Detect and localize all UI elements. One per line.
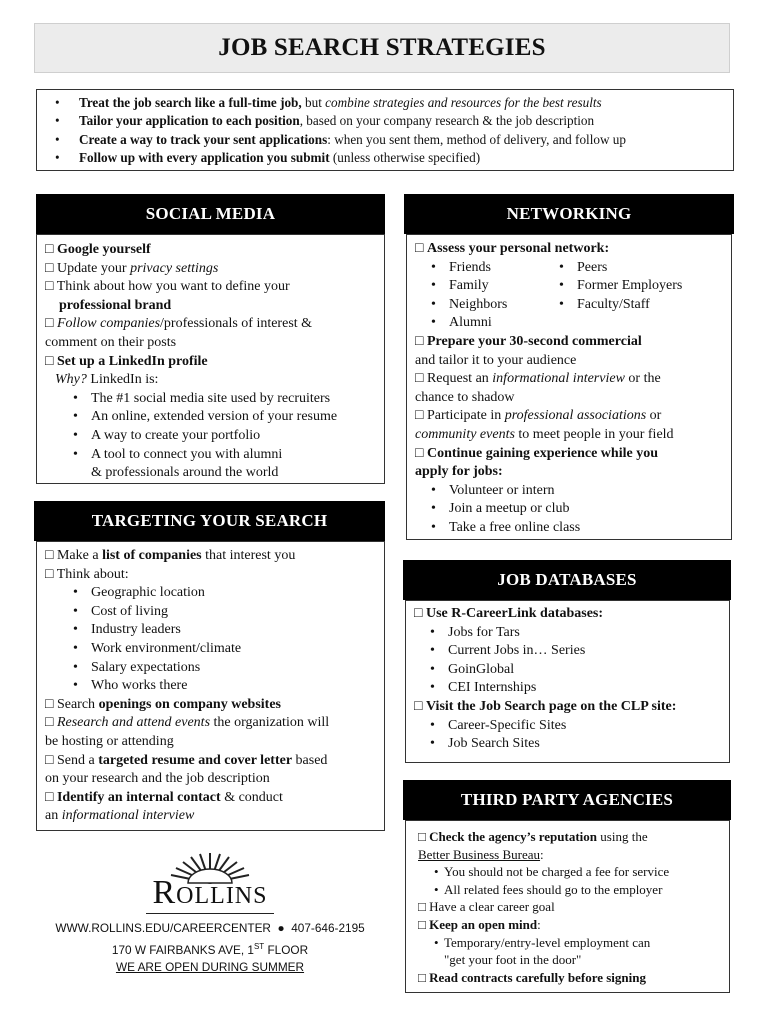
list-item: • Job Search Sites (414, 735, 721, 754)
intro-item: • Tailor your application to each position, based on your company research & the job description (79, 112, 723, 130)
list-item: be hosting or attending (45, 733, 174, 749)
list-item: Better Business Bureau: (418, 846, 544, 862)
list-item: □ Continue gaining experience while you (415, 445, 658, 461)
list-item: □ Prepare your 30-second commercial (415, 333, 642, 349)
logo-rule (146, 913, 274, 914)
list-item: □ Think about: (45, 566, 129, 582)
list-item: □ Check the agency’s reputation using the (418, 829, 648, 844)
intro-item: • Create a way to track your sent applications: when you sent them, method of delivery, and follow up (79, 131, 723, 149)
list-item: • A way to create your portfolio (45, 427, 376, 446)
list-item: • An online, extended version of your resume (45, 408, 376, 427)
third-party-agencies-header: THIRD PARTY AGENCIES (403, 780, 731, 820)
list-item: • Work environment/climate (45, 640, 376, 659)
page-title: JOB SEARCH STRATEGIES (218, 34, 546, 61)
list-item: • Former Employers (543, 277, 682, 296)
footer (40, 850, 380, 976)
list-item: • Salary expectations (45, 659, 376, 678)
list-item: □ Google yourself (45, 242, 151, 257)
intro-item: • Follow up with every application you submit (unless otherwise specified) (79, 149, 723, 167)
list-item: □ Search openings on company websites (45, 696, 281, 712)
list-item: □ Follow companies/professionals of interest & (45, 316, 313, 332)
list-item: □ Identify an internal contact & conduct (45, 789, 283, 805)
list-item: Why? LinkedIn is: (55, 372, 159, 388)
list-item: • Current Jobs in… Series (414, 642, 721, 661)
list-item: chance to shadow (415, 389, 515, 405)
list-item: • Peers (543, 259, 682, 278)
list-item: • Take a free online class (415, 519, 723, 538)
intro-item: • Treat the job search like a full-time job, but combine strategies and resources for the best results (79, 94, 723, 112)
list-item: □ Make a list of companies that interest you (45, 548, 296, 563)
list-item: community events to meet people in your field (415, 426, 674, 442)
list-item: □ Read contracts carefully before signing (418, 969, 646, 985)
list-item: apply for jobs: (415, 464, 503, 480)
title-banner (34, 23, 730, 73)
list-item: □ Request an informational interview or the (415, 371, 661, 387)
intro-list (79, 94, 723, 168)
third-party-agencies-panel (405, 820, 730, 993)
list-item: □ Think about how you want to define your (45, 279, 290, 295)
list-item: • Temporary/entry-level employment can (418, 934, 721, 952)
list-item: & professionals around the world (91, 465, 279, 481)
list-item: □ Set up a LinkedIn profile (45, 353, 208, 369)
list-item: "get your foot in the door" (444, 952, 582, 968)
list-item: • GoinGlobal (414, 661, 721, 680)
social-media-header: SOCIAL MEDIA (36, 194, 385, 234)
network-columns (415, 259, 723, 333)
list-item: □ Research and attend events the organization will (45, 715, 330, 731)
address-line: 170 W FAIRBANKS AVE, 1ST FLOOR (111, 941, 309, 957)
contact-line: WWW.ROLLINS.EDU/CAREERCENTER ● 407-646-2195 (55, 921, 365, 935)
list-item: • Jobs for Tars (414, 624, 721, 643)
list-item: professional brand (59, 297, 172, 313)
list-item: • Friends (415, 259, 543, 278)
list-item: • Geographic location (45, 584, 376, 603)
list-item: • All related fees should go to the employer (418, 881, 721, 899)
list-item: • Volunteer or intern (415, 482, 723, 501)
rollins-logo (40, 850, 380, 916)
list-item: • Faculty/Staff (543, 296, 682, 315)
list-item: • Family (415, 277, 543, 296)
list-item: • Industry leaders (45, 621, 376, 640)
list-item: □ Visit the Job Search page on the CLP site: (414, 698, 677, 714)
list-item: • Who works there (45, 677, 376, 696)
list-item: • Cost of living (45, 603, 376, 622)
list-item: • You should not be charged a fee for service (418, 863, 721, 881)
networking-panel (406, 234, 732, 540)
list-item: • Neighbors (415, 296, 543, 315)
list-item: and tailor it to your audience (415, 352, 577, 368)
list-item: □ Use R-CareerLink databases: (414, 606, 604, 621)
networking-header: NETWORKING (404, 194, 734, 234)
list-item: • Career-Specific Sites (414, 717, 721, 736)
list-item: an informational interview (45, 808, 195, 824)
list-item: □ Update your privacy settings (45, 260, 219, 276)
list-item: □ Keep an open mind: (418, 916, 541, 932)
list-item: • Join a meetup or club (415, 500, 723, 519)
list-item: • CEI Internships (414, 679, 721, 698)
list-item: □ Send a targeted resume and cover letter based (45, 752, 328, 768)
job-databases-header: JOB DATABASES (403, 560, 731, 600)
targeting-header: TARGETING YOUR SEARCH (34, 501, 385, 541)
social-media-panel (36, 234, 385, 484)
targeting-panel (36, 541, 385, 831)
job-databases-panel (405, 600, 730, 763)
list-item: □ Have a clear career goal (418, 899, 555, 915)
summer-note: WE ARE OPEN DURING SUMMER (115, 959, 305, 974)
list-item: • Alumni (415, 314, 543, 333)
list-item: □ Assess your personal network: (415, 241, 610, 256)
intro-box (36, 89, 734, 171)
list-item: • The #1 social media site used by recruiters (45, 390, 376, 409)
list-item: comment on their posts (45, 334, 177, 350)
list-item: • A tool to connect you with alumni (45, 446, 376, 465)
list-item: on your research and the job description (45, 771, 270, 787)
list-item: □ Participate in professional associations or (415, 408, 662, 424)
logo-wordmark: Rollins (152, 874, 268, 911)
